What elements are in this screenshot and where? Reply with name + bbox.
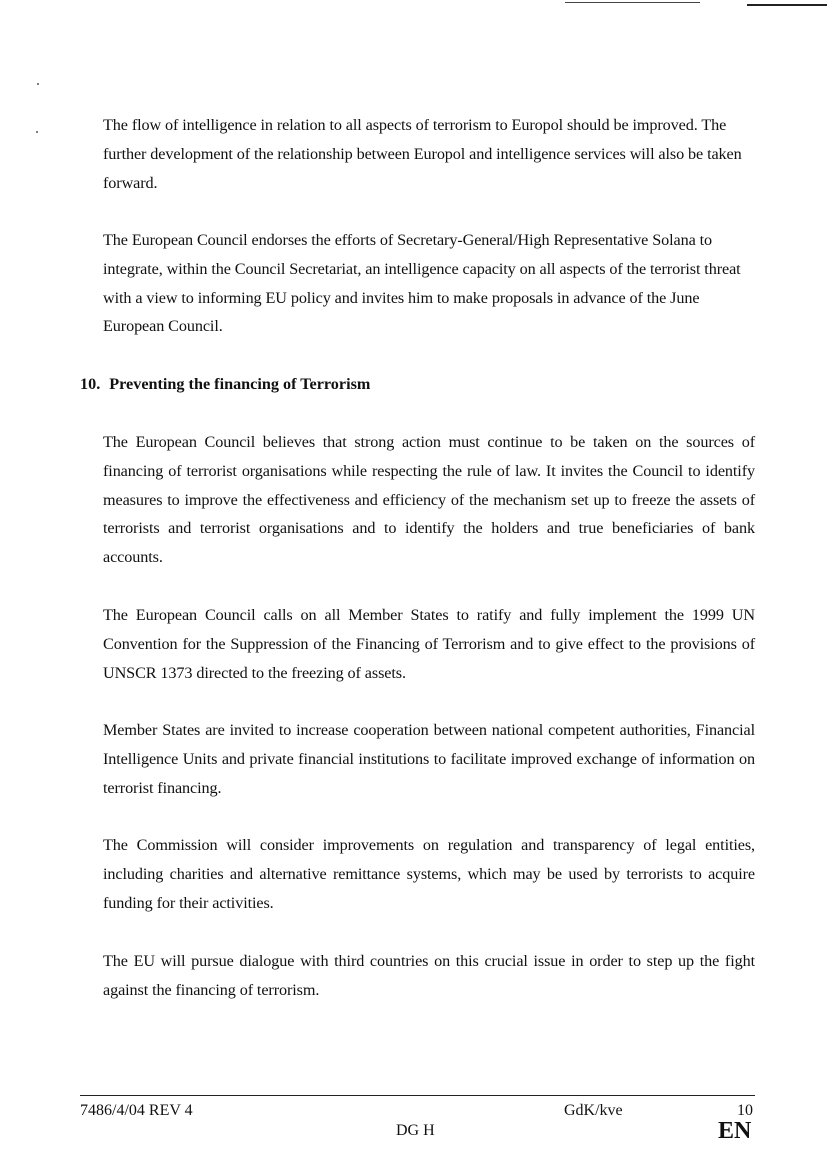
paragraph-member-states-cooperation: Member States are invited to increase cooperation between national competent authorities, Financial Intelligence Units and private financial institutions to facilitate improved exchange of information on terrorist financing. bbox=[103, 721, 755, 797]
section-title: Preventing the financing of Terrorism bbox=[109, 375, 371, 393]
scan-artifact-dot bbox=[37, 83, 39, 85]
paragraph-strong-action: The European Council believes that strong action must continue to be taken on the sources of financing of terrorist organisations while respecting the rule of law. It invites the Council to identify measures to improve the effectiveness and efficiency of the mechanism set up to freeze the assets of terrorists and terrorist organisations and to identify the holders and true beneficiaries of bank accounts. bbox=[103, 433, 755, 567]
section-number: 10. bbox=[80, 375, 101, 393]
paragraph-council-endorsement: The European Council endorses the efforts of Secretary-General/High Representative Solana to integrate, within the Council Secretariat, an intelligence capacity on all aspects of the terrorist threat with a view to informing EU policy and invites him to make proposals in advance of the June European Council. bbox=[103, 231, 741, 336]
page-number: 10 bbox=[737, 1102, 753, 1119]
scan-artifact-dot bbox=[36, 131, 38, 133]
footer-divider bbox=[80, 1095, 755, 1096]
scan-artifact-line bbox=[565, 2, 700, 3]
document-reference: 7486/4/04 REV 4 bbox=[80, 1102, 193, 1119]
paragraph-commission-regulation: The Commission will consider improvements on regulation and transparency of legal entities, including charities and alternative remittance systems, which may be used by terrorists to acquire funding for their activities. bbox=[103, 836, 755, 912]
author-initials: GdK/kve bbox=[564, 1102, 623, 1119]
paragraph-un-convention: The European Council calls on all Member States to ratify and fully implement the 1999 UN Convention for the Suppression of the Financing of Terrorism and to give effect to the provisions of UNSCR 1373 directed to the freezing of assets. bbox=[103, 606, 755, 682]
paragraph-europol-intelligence: The flow of intelligence in relation to all aspects of terrorism to Europol should be improved. The further development of the relationship between Europol and intelligence services will also be taken forward. bbox=[103, 116, 742, 192]
paragraph-third-countries-dialogue: The EU will pursue dialogue with third countries on this crucial issue in order to step up the fight against the financing of terrorism. bbox=[103, 952, 755, 999]
language-code: EN bbox=[718, 1118, 752, 1144]
section-heading bbox=[80, 370, 370, 398]
directorate-general: DG H bbox=[396, 1122, 435, 1139]
scan-artifact-line bbox=[747, 4, 827, 6]
